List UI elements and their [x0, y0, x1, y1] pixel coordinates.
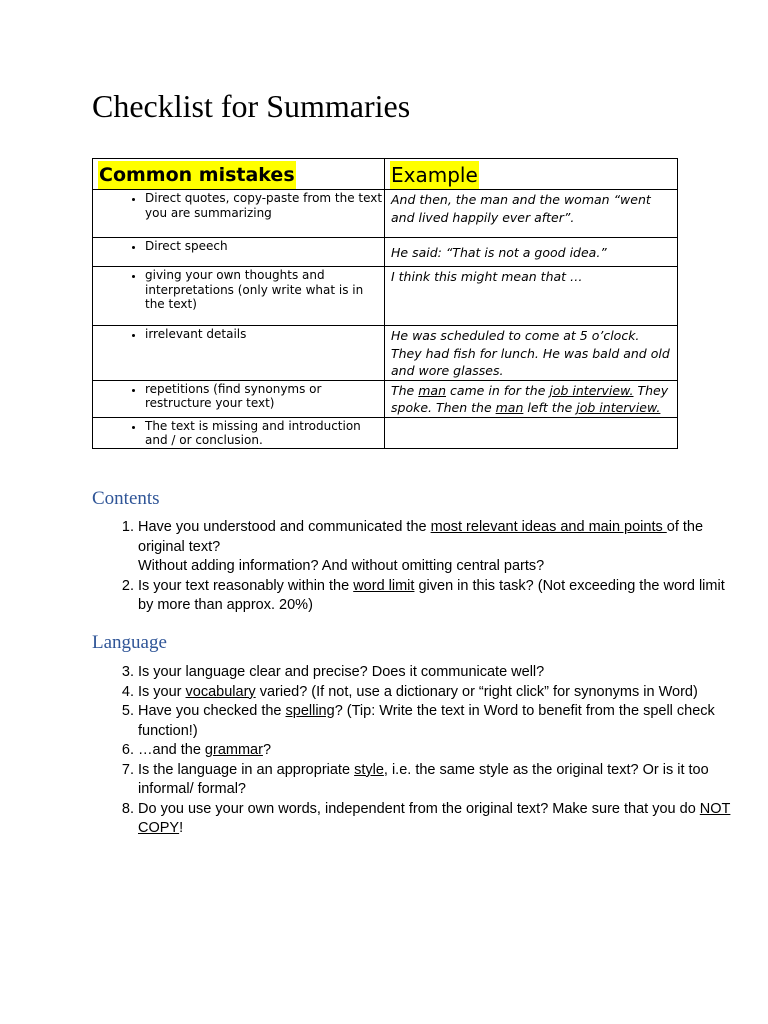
- mistake-cell: [93, 190, 385, 238]
- list-item: 1. Have you understood and communicated the most relevant ideas and main points of the original text? Without adding information? And without omitting central parts?: [138, 518, 738, 577]
- example-cell: He was scheduled to come at 5 o’clock. They had fish for lunch. He was bald and old and wore glasses.: [385, 326, 678, 381]
- example-cell: And then, the man and the woman “went and lived happily ever after”.: [385, 190, 678, 238]
- list-item: 7. Is the language in an appropriate style, i.e. the same style as the original text? Or is it too informal/ formal?: [138, 761, 738, 800]
- language-list: [92, 663, 738, 839]
- example-underlined: job interview.: [576, 400, 661, 415]
- table-row: [93, 326, 678, 381]
- example-cell: [385, 417, 678, 448]
- mistake-cell: [93, 417, 385, 448]
- example-cell: I think this might mean that …: [385, 267, 678, 326]
- mistake-cell: [93, 238, 385, 267]
- language-heading: Language: [92, 632, 167, 653]
- mistake-text: • repetitions (find synonyms or restructure your text): [145, 381, 384, 411]
- mistake-cell: [93, 326, 385, 381]
- list-item: 6. …and the grammar?: [138, 741, 738, 761]
- example-cell: He said: “That is not a good idea.”: [385, 238, 678, 267]
- mistake-text: • giving your own thoughts and interpretations (only write what is in the text): [145, 267, 384, 312]
- mistake-cell: [93, 267, 385, 326]
- table-row: [93, 238, 678, 267]
- list-item: 3. Is your language clear and precise? Does it communicate well?: [138, 663, 738, 683]
- mistakes-table: [92, 158, 678, 449]
- table-row: [93, 417, 678, 448]
- example-text: left the: [523, 400, 577, 415]
- table-row: [93, 380, 678, 417]
- example-cell: [385, 380, 678, 417]
- mistake-text: • The text is missing and introduction and / or conclusion.: [145, 418, 384, 448]
- example-text: The: [391, 382, 419, 398]
- header-example: Example: [391, 163, 478, 187]
- table-header-row: [93, 159, 678, 190]
- table-row: [93, 267, 678, 326]
- contents-list: [92, 518, 738, 616]
- header-mistakes: Common mistakes: [98, 161, 296, 189]
- mistake-text: • irrelevant details: [145, 326, 384, 342]
- page-title: Checklist for Summaries: [92, 88, 411, 124]
- header-example-cell: [385, 159, 678, 190]
- mistake-text: • Direct speech: [145, 238, 384, 254]
- list-item: 4. Is your vocabulary varied? (If not, use a dictionary or “right click” for synonyms in Word): [138, 683, 738, 703]
- example-text: came in for the: [446, 382, 550, 398]
- header-mistakes-cell: [93, 159, 385, 190]
- example-underlined: man: [495, 400, 524, 415]
- example-underlined: man: [418, 382, 446, 398]
- example-text: They spoke. Then the: [391, 382, 669, 415]
- list-item: 2. Is your text reasonably within the word limit given in this task? (Not exceeding the word limit by more than approx. 20%): [138, 577, 738, 616]
- example-underlined: job interview.: [549, 382, 634, 398]
- table-row: [93, 190, 678, 238]
- list-item: 8. Do you use your own words, independent from the original text? Make sure that you do NOT COPY!: [138, 800, 738, 839]
- mistake-cell: [93, 380, 385, 417]
- mistake-text: • Direct quotes, copy-paste from the text you are summarizing: [145, 190, 384, 220]
- contents-heading: Contents: [92, 488, 160, 509]
- list-item: 5. Have you checked the spelling? (Tip: Write the text in Word to benefit from the spell check function!): [138, 702, 738, 741]
